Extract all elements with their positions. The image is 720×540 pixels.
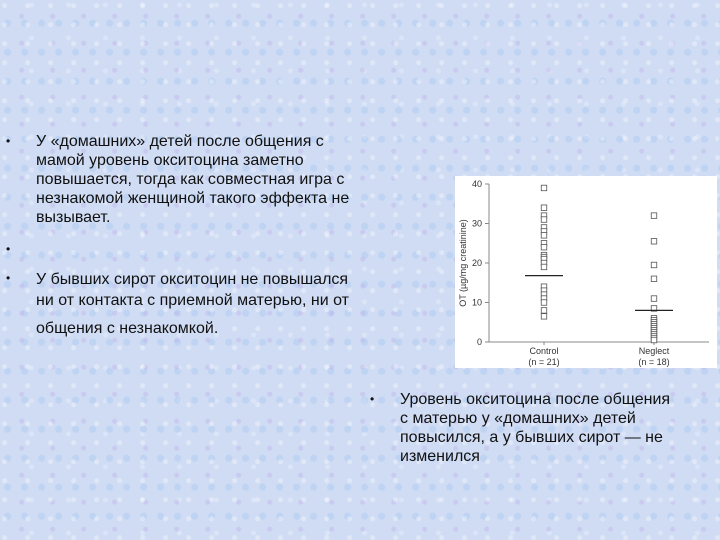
bullet-1-line: вызывает.	[36, 209, 111, 226]
x-category-n-label: (n = 18)	[638, 357, 670, 367]
bullet-4	[370, 390, 715, 466]
y-axis-label: OT (µg/mg creatinine)	[458, 219, 468, 307]
data-point-control	[541, 217, 547, 223]
bullet-2-empty	[6, 240, 396, 259]
data-point-control	[541, 233, 547, 239]
bullet-marker: •	[6, 242, 11, 256]
bullet-4-text	[400, 390, 670, 466]
bullet-1	[6, 132, 396, 227]
y-tick-label: 40	[471, 179, 482, 189]
y-tick-label: 30	[471, 218, 482, 229]
bullet-4-line: изменился	[400, 448, 480, 465]
bullet-1-line: повышается, тогда как совместная игра с	[36, 171, 345, 188]
chart-svg	[455, 176, 717, 368]
x-category-label: Control	[529, 346, 559, 356]
data-point-control	[541, 244, 547, 250]
data-point-control	[541, 314, 547, 320]
bullet-3	[6, 269, 396, 339]
bullet-1-line: мамой уровень окситоцина заметно	[36, 152, 304, 169]
bullet-1-line: У «домашних» детей после общения с	[36, 133, 324, 150]
data-point-neglect	[651, 213, 657, 219]
bullet-3-text	[36, 269, 349, 339]
data-point-neglect	[651, 276, 657, 282]
data-point-neglect	[651, 239, 657, 245]
data-point-control	[541, 185, 547, 191]
bullet-3-line: ни от контакта с приемной матерью, ни от	[36, 292, 349, 309]
data-point-neglect	[651, 296, 657, 302]
data-point-control	[541, 300, 547, 306]
bullet-marker: •	[6, 271, 11, 285]
data-point-neglect	[651, 262, 657, 268]
y-tick-label: 0	[476, 337, 482, 347]
bullet-marker: •	[370, 392, 375, 406]
bullet-1-line: незнакомой женщиной такого эффекта не	[36, 190, 350, 207]
data-point-control	[541, 308, 547, 314]
data-point-neglect	[651, 337, 657, 343]
x-category-label: Neglect	[638, 346, 670, 356]
bullet-3-line: У бывших сирот окситоцин не повышался	[36, 271, 349, 288]
y-tick-label: 20	[471, 258, 482, 268]
data-point-control	[541, 205, 547, 211]
oxytocin-chart	[455, 176, 717, 368]
y-tick-label: 10	[471, 297, 482, 308]
bullet-4-line: Уровень окситоцина после общения	[400, 391, 671, 408]
data-point-control	[541, 264, 547, 270]
bullet-marker: •	[6, 134, 11, 148]
bullet-1-text	[36, 132, 349, 227]
bullet-4-line: с матерью у «домашних» детей	[400, 410, 636, 427]
x-category-n-label: (n = 21)	[528, 357, 560, 367]
bullet-3-line: общения с незнакомкой.	[36, 320, 219, 337]
bullet-4-line: повысился, а у бывших сирот — не	[400, 429, 663, 446]
